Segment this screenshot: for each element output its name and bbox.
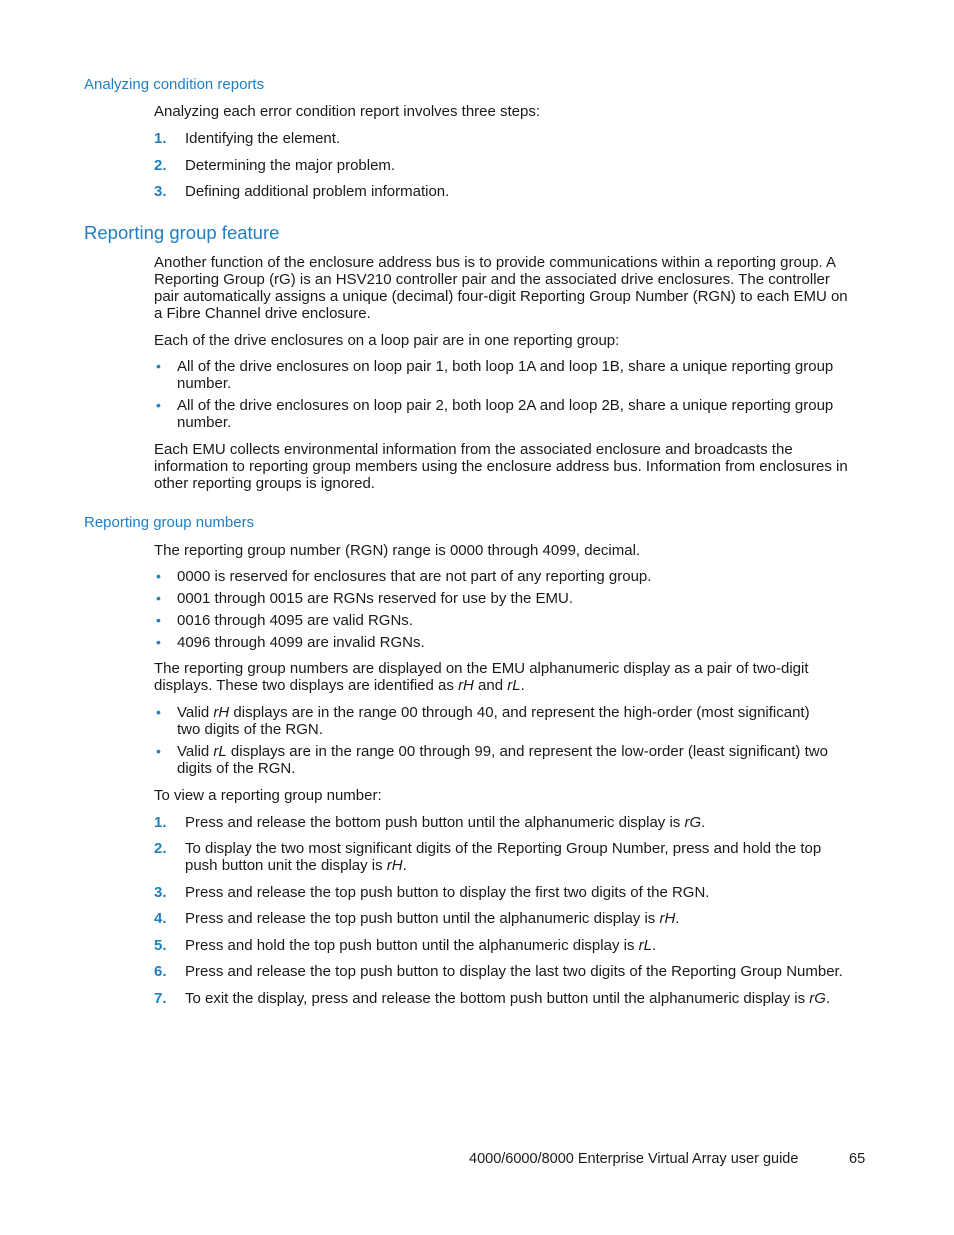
- bullet-text: All of the drive enclosures on loop pair 1, both loop 1A and loop 1B, share a unique reporting group number.: [177, 358, 834, 392]
- display-end: .: [520, 677, 525, 694]
- display-and: and: [473, 677, 508, 694]
- step-number: 2.: [154, 840, 167, 857]
- heading-reporting-group-feature: Reporting group feature: [84, 222, 280, 243]
- bullet-icon: •: [156, 704, 161, 720]
- bullet-icon: •: [156, 634, 161, 650]
- bullet-icon: •: [156, 590, 161, 606]
- bullet-text: Valid rH displays are in the range 00 through 40, and represent the high-order (most significant) two digits of the RGN.: [177, 704, 810, 738]
- display-rl: rL: [507, 677, 521, 694]
- step-number: 7.: [154, 990, 167, 1007]
- step-number: 2.: [154, 157, 167, 174]
- feature-paragraph-3: Each EMU collects environmental information from the associated enclosure and broadcasts the information to reporting group members using the enclosure address bus. Information from enclosures in other reporting groups is ignored.: [154, 441, 848, 492]
- heading-reporting-group-numbers: Reporting group numbers: [84, 514, 255, 531]
- step-text: Press and release the top push button until the alphanumeric display is rH.: [185, 910, 680, 927]
- bullet-text: Valid rL displays are in the range 00 through 99, and represent the low-order (least significant) two digits of the RGN.: [177, 743, 828, 777]
- numbers-intro: The reporting group number (RGN) range is 0000 through 4099, decimal.: [154, 542, 641, 559]
- bullet-text: 0001 through 0015 are RGNs reserved for use by the EMU.: [177, 590, 574, 607]
- step-text: Determining the major problem.: [185, 157, 396, 174]
- step-text: To exit the display, press and release the bottom push button until the alphanumeric display is rG.: [185, 990, 831, 1007]
- step-text: Press and release the bottom push button until the alphanumeric display is rG.: [185, 814, 706, 831]
- step-text: Press and hold the top push button until the alphanumeric display is rL.: [185, 937, 657, 954]
- step-number: 3.: [154, 884, 167, 901]
- step-text: Defining additional problem information.: [185, 183, 450, 200]
- step-number: 4.: [154, 910, 167, 927]
- feature-paragraph-2: Each of the drive enclosures on a loop pair are in one reporting group:: [154, 332, 620, 349]
- display-rh: rH: [458, 677, 474, 694]
- bullet-icon: •: [156, 743, 161, 759]
- step-number: 6.: [154, 963, 167, 980]
- view-intro: To view a reporting group number:: [154, 787, 382, 804]
- step-text: Press and release the top push button to display the first two digits of the RGN.: [185, 884, 710, 901]
- bullet-text: 0016 through 4095 are valid RGNs.: [177, 612, 413, 629]
- step-text: Press and release the top push button to display the last two digits of the Reporting Group Number.: [185, 963, 843, 980]
- step-text: To display the two most significant digits of the Reporting Group Number, press and hold the top push button unit the display is rH.: [185, 840, 822, 874]
- step-number: 1.: [154, 814, 167, 831]
- bullet-icon: •: [156, 612, 161, 628]
- bullet-text: All of the drive enclosures on loop pair 2, both loop 2A and loop 2B, share a unique reporting group number.: [177, 397, 834, 431]
- analyzing-intro: Analyzing each error condition report involves three steps:: [154, 103, 541, 120]
- display-text-a: The reporting group numbers are displayed on the EMU alphanumeric display as a pair of two-digit displays. These two displays are identified as: [154, 660, 809, 694]
- footer-page-number: 65: [849, 1151, 866, 1167]
- footer-guide-title: 4000/6000/8000 Enterprise Virtual Array user guide: [469, 1151, 799, 1167]
- feature-paragraph-1: Another function of the enclosure address bus is to provide communications within a reporting group. A Reporting Group (rG) is an HSV210 controller pair and the associated drive enclosures. The controller pair automatically assigns a unique (decimal) four-digit Reporting Group Number (RGN) to each EMU on a Fibre Channel drive enclosure.: [154, 254, 848, 322]
- bullet-text: 4096 through 4099 are invalid RGNs.: [177, 634, 425, 651]
- step-text: Identifying the element.: [185, 130, 341, 147]
- step-number: 5.: [154, 937, 167, 954]
- display-paragraph: [154, 660, 854, 694]
- step-number: 1.: [154, 130, 167, 147]
- bullet-icon: •: [156, 568, 161, 584]
- heading-analyzing-condition-reports: Analyzing condition reports: [84, 76, 265, 93]
- step-number: 3.: [154, 183, 167, 200]
- bullet-icon: •: [156, 397, 161, 413]
- bullet-icon: •: [156, 358, 161, 374]
- bullet-text: 0000 is reserved for enclosures that are not part of any reporting group.: [177, 568, 652, 585]
